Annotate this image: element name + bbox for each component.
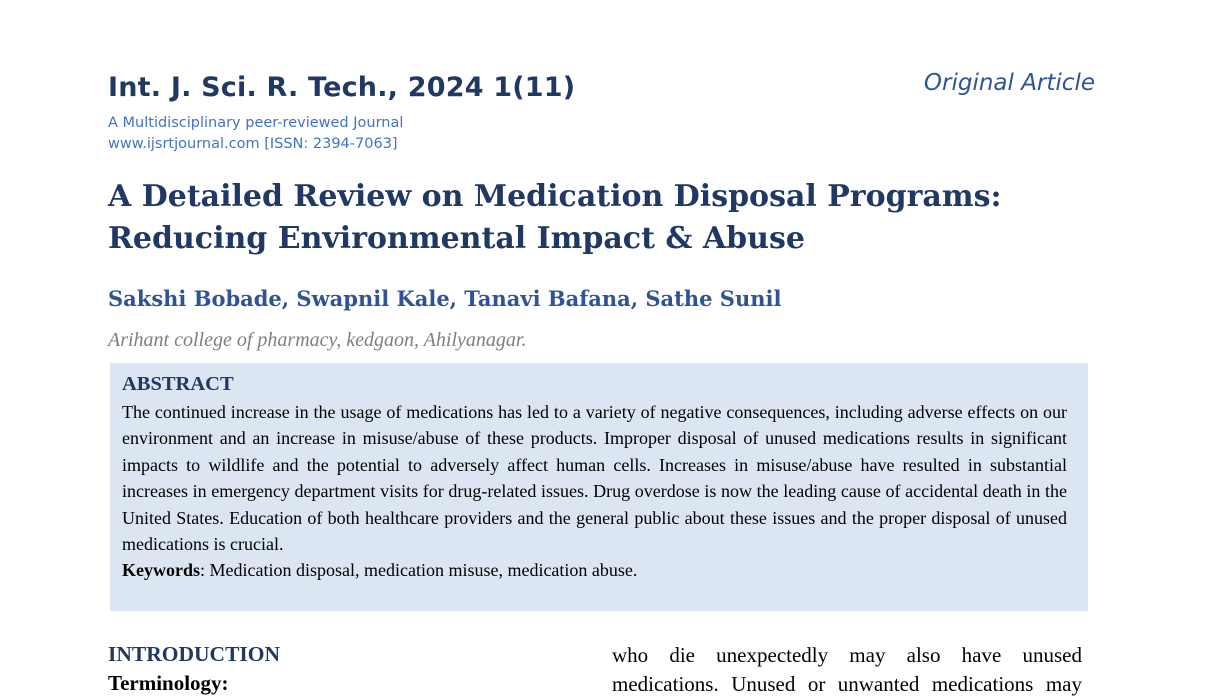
word: unexpectedly <box>716 643 829 667</box>
word: medications <box>931 672 1034 696</box>
abstract-heading: ABSTRACT <box>122 373 234 395</box>
journal-url-issn[interactable]: www.ijsrtjournal.com [ISSN: 2394-7063] <box>108 136 398 152</box>
word: Unused <box>731 672 796 696</box>
abstract-box <box>110 363 1088 611</box>
paper-title-line-1: A Detailed Review on Medication Disposal Programs: <box>108 179 1002 214</box>
right-column-line-1 <box>612 641 1082 670</box>
author-list: Sakshi Bobade, Swapnil Kale, Tanavi Bafana, Sathe Sunil <box>108 286 782 311</box>
paper-title-line-2: Reducing Environmental Impact & Abuse <box>108 221 805 256</box>
keywords-label: Keywords <box>122 560 200 581</box>
introduction-heading: INTRODUCTION <box>108 642 281 666</box>
abstract-text: The continued increase in the usage of medications has led to a variety of negative consequences, including adverse effects on our environment and an increase in misuse/abuse of these products. Improper disposal of unused medications results in significant impacts to wildlife and the potential to adversely affect human cells. Increases in misuse/abuse have resulted in substantial increases in emergency department visits for drug-related issues. Drug overdose is now the leading cause of accidental death in the United States. Education of both healthcare providers and the general public about these issues and the proper disposal of unused medications is crucial. <box>122 402 1067 555</box>
article-type-label: Original Article <box>923 70 1095 96</box>
journal-subtitle: A Multidisciplinary peer-reviewed Journal <box>108 115 404 131</box>
word: or <box>807 672 826 696</box>
word: may <box>849 643 886 667</box>
word: unwanted <box>837 672 920 696</box>
author-affiliation: Arihant college of pharmacy, kedgaon, Ahilyanagar. <box>108 329 527 351</box>
keywords <box>122 557 1067 583</box>
word: who <box>612 643 649 667</box>
word: die <box>669 643 695 667</box>
terminology-subheading: Terminology: <box>108 671 229 695</box>
word: unused <box>1022 643 1082 667</box>
word: also <box>906 643 941 667</box>
word: may <box>1045 672 1082 696</box>
journal-info <box>108 113 403 155</box>
word: medications. <box>612 672 719 696</box>
journal-title: Int. J. Sci. R. Tech., 2024 1(11) <box>108 72 576 103</box>
word: have <box>961 643 1002 667</box>
paper-title <box>108 176 1108 260</box>
right-column-text <box>612 641 1082 699</box>
keywords-text: : Medication disposal, medication misuse, medication abuse. <box>200 560 638 581</box>
